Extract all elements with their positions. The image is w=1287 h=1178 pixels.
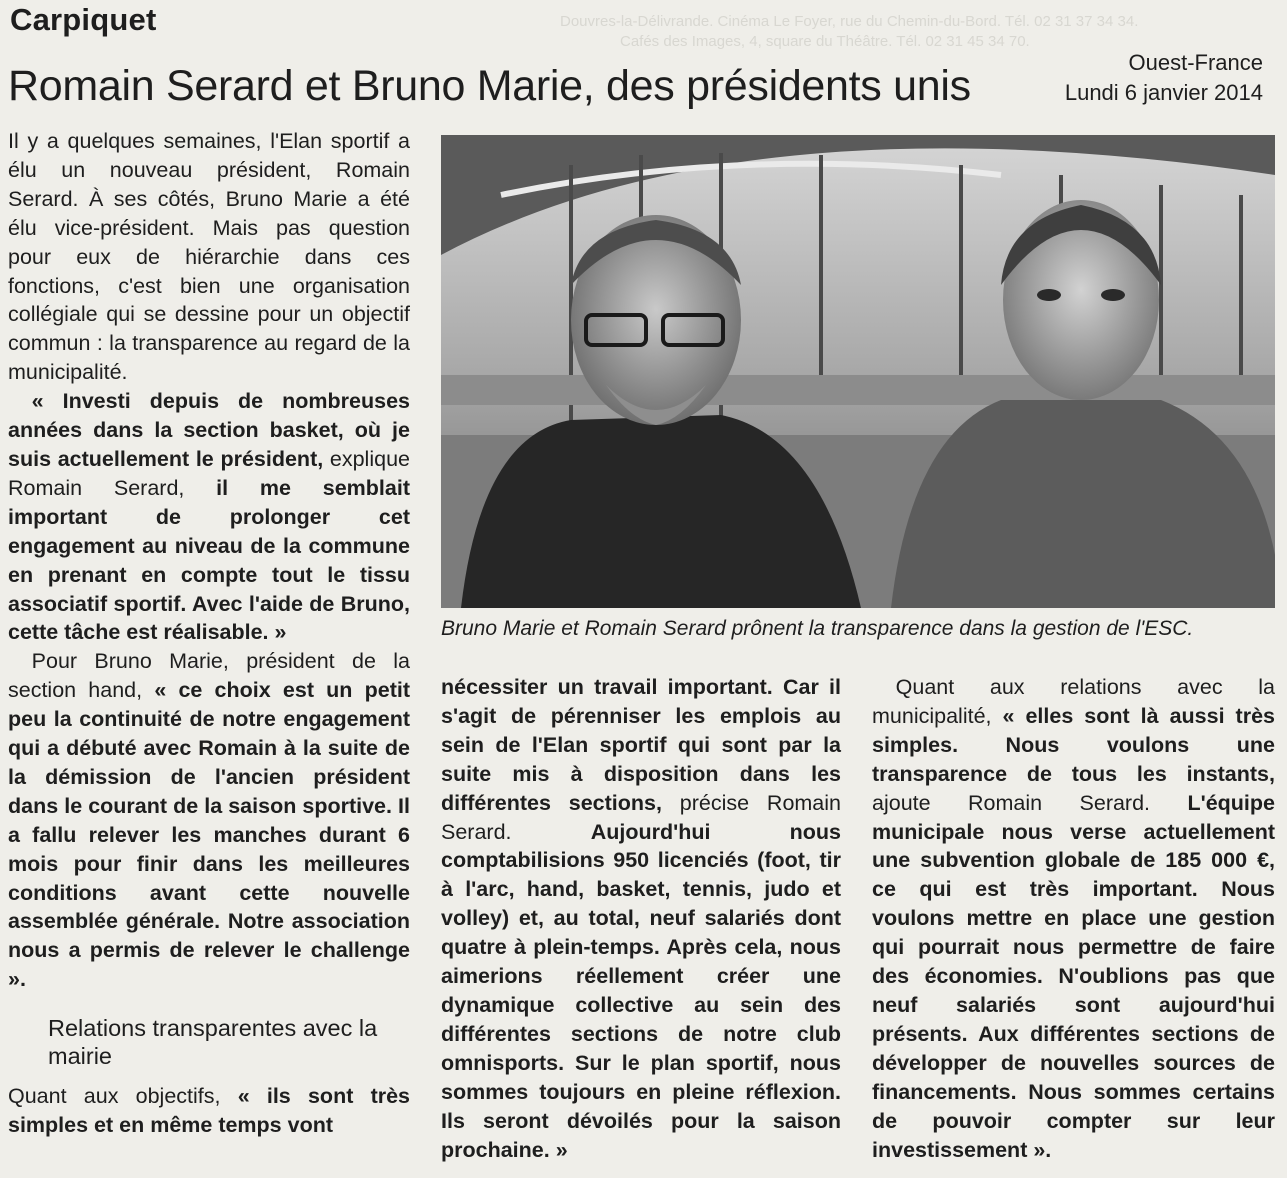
paragraph-intro: Pour Bruno Marie, président de la section hand, [8,649,410,703]
article-column-3 [872,673,1275,1164]
quote: L'équipe municipale nous verse actuellement une subvention globale de 185 000 €, ce qui est très important. Nous voulons mettre en place une gestion qui pourrait nous permettre de faire des économies. N'oublions pas que neuf salariés sont aujourd'hui présents. Aux différentes sections de développer de nouvelles sources de financements. Nous sommes certains de pouvoir compter sur leur investissement ». [872,790,1275,1162]
photo-illustration [441,135,1275,608]
paragraph-continued [441,673,841,1164]
quote: « ils sont très simples et en même temps vont [8,1084,411,1138]
paragraph [872,673,1275,1164]
article-photo [441,135,1275,608]
quote: « ce choix est un petit peu la continuité de notre engagement qui a débuté avec Romain à la suite de la démission de l'ancien président dans le courant de la saison sportive. Il a fallu relever les manches durant 6 mois pour finir dans les meilleures conditions avant cette nouvelle assemblée générale. Notre association nous a permis de relever le challenge ». [8,678,411,992]
paragraph [8,387,410,647]
section-rubric: Carpiquet [10,2,157,37]
quote: nécessiter un travail important. Car il s'agit de pérenniser les emplois au sein de l'Elan sportif qui sont par la suite mis à disposition dans les différentes sections, [441,675,841,815]
quote: « elles sont là aussi très simples. Nous voulons une transparence de tous les instants, [872,703,1275,786]
attribution: ajoute Romain Serard. [872,790,1188,815]
bleed-through-text [560,12,1280,52]
paragraph-intro: Quant aux relations avec la municipalité, [872,675,1275,728]
publication-name: Ouest-France [1128,50,1263,75]
paragraph [8,1082,410,1140]
lead-paragraph: Il y a quelques semaines, l'Elan sportif a élu un nouveau président, Romain Serard. À ses côtés, Bruno Marie a été élu vice-président. Mais pas question pour eux de hiérarchie dans ces fonctions, c'est bien une organisation collégiale qui se dessine pour un objectif commun : la transparence au regard de la municipalité. [8,129,410,385]
intertitle: Relations transparentes avec la mairie [48,1015,378,1070]
bleed-through-line: Douvres-la-Délivrande. Cinéma Le Foyer, rue du Chemin-du-Bord. Tél. 02 31 37 34 34. [560,13,1139,30]
quote: il me semblait important de prolonger cet engagement au niveau de la commune en prenant en compte tout le tissu associatif sportif. Avec l'aide de Bruno, cette tâche est réalisable. » [8,475,410,645]
quote: « Investi depuis de nombreuses années dans la section basket, où je suis actuellement le président, [8,389,410,471]
paragraph-intro: Quant aux objectifs, [8,1084,238,1109]
photo-caption: Bruno Marie et Romain Serard prônent la transparence dans la gestion de l'ESC. [441,617,1194,640]
source-info [1065,48,1263,108]
article-column-2 [441,673,841,1164]
attribution: explique Romain Serard, [8,446,410,500]
article-column-1 [8,127,410,1140]
article-headline: Romain Serard et Bruno Marie, des présidents unis [8,62,971,110]
publication-date: Lundi 6 janvier 2014 [1064,80,1263,105]
quote: Aujourd'hui nous comptabilisions 950 licenciés (foot, tir à l'arc, hand, basket, tennis, judo et volley) et, au total, neuf salariés dont quatre à plein-temps. Après cela, nous aimerions réellement créer une dynamique collective au sein des différentes sections de notre club omnisports. Sur le plan sportif, nous sommes toujours en pleine réflexion. Ils seront dévoilés pour la saison prochaine. » [441,819,841,1162]
paragraph [8,647,410,994]
bleed-through-line: Cafés des Images, 4, square du Théâtre. Tél. 02 31 45 34 70. [620,33,1030,50]
attribution: précise Romain Serard. [441,790,842,844]
